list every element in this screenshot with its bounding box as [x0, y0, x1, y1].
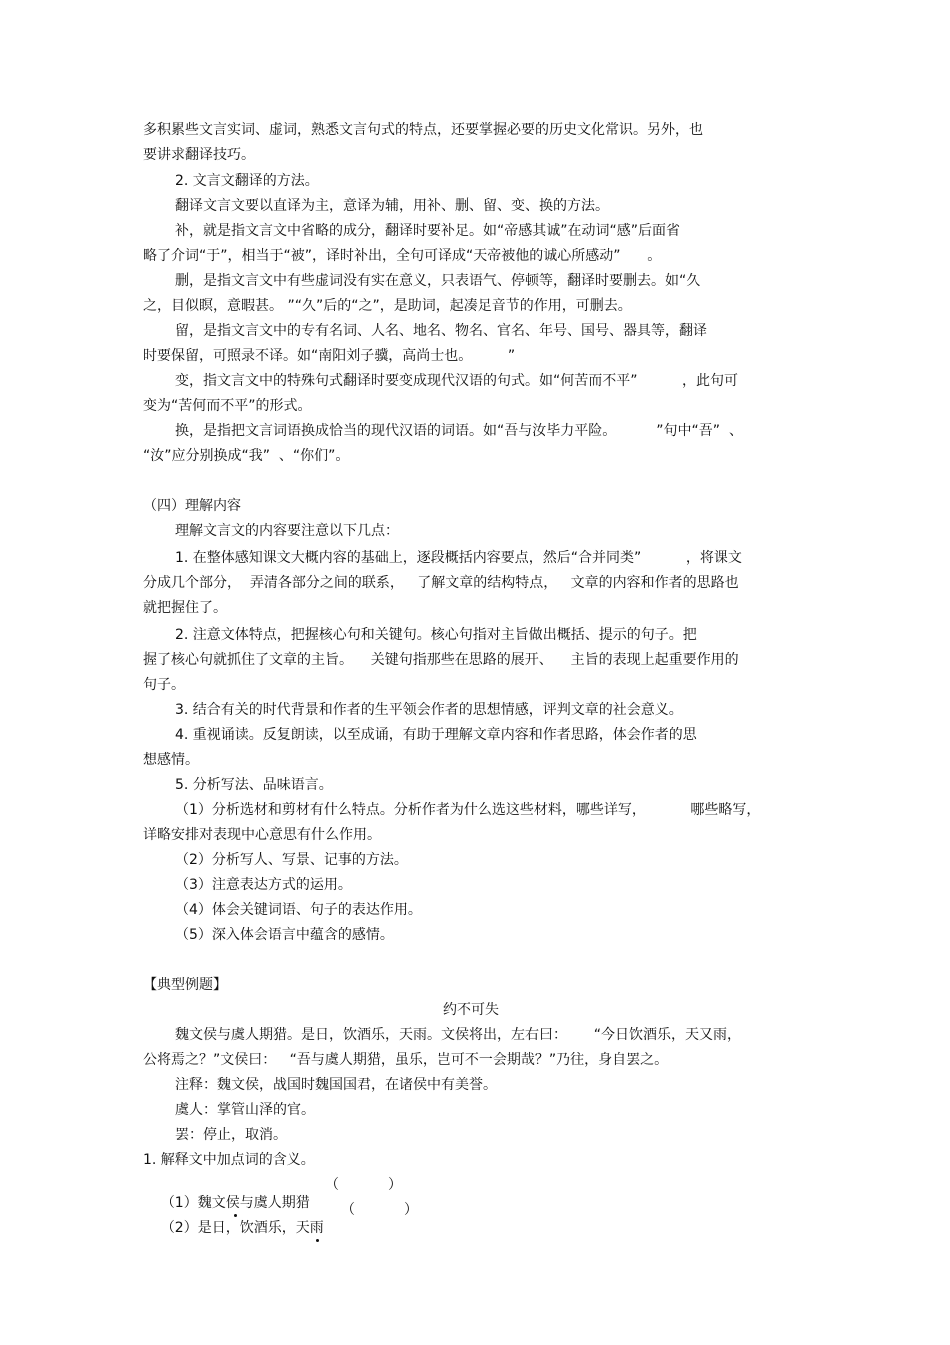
paragraph-line: 补，就是指文言文中省略的成分，翻译时要补足。如“帝感其诚”在动词“感”后面省 [175, 223, 681, 239]
paragraph-line: （3）注意表达方式的运用。 [175, 877, 352, 893]
paragraph-line: （5）深入体会语言中蕴含的感情。 [175, 927, 394, 943]
paragraph-line: 留，是指文言文中的专有名词、人名、地名、物名、官名、年号、国号、器具等，翻译 [175, 323, 707, 339]
paragraph-line: 换，是指把文言词语换成恰当的现代汉语的词语。如“吾与汝毕力平险。 ”句中“吾” 、 [175, 423, 743, 439]
dotted-word: （1）魏文侯与虞人期猎 [160, 1195, 310, 1211]
paragraph-line: 变，指文言文中的特殊句式翻译时要变成现代汉语的句式。如“何苦而不平” ，此句可 [175, 373, 739, 389]
question-item [143, 1176, 310, 1211]
section-heading: 【典型例题】 [143, 977, 227, 993]
passage-line: 公将焉之？”文侯曰： “吾与虞人期猎，虽乐，岂可不一会期哉？”乃往，身自罢之。 [143, 1052, 669, 1068]
paragraph-line: 略了介词“于”，相当于“被”，译时补出，全句可译成“天帝被他的诚心所感动” 。 [143, 248, 662, 264]
answer-blank: （ ） [341, 1202, 418, 1218]
paragraph-line: （1）分析选材和剪材有什么特点。分析作者为什么选这些材料，哪些详写， 哪些略写， [175, 802, 761, 818]
paragraph-line: “汝”应分别换成“我” 、“你们”。 [143, 448, 350, 464]
paragraph-line: 理解文言文的内容要注意以下几点： [175, 523, 399, 539]
paragraph-line: （4）体会关键词语、句子的表达作用。 [175, 902, 422, 918]
paragraph-line: 5. 分析写法、品味语言。 [175, 777, 333, 793]
paragraph-line: 3. 结合有关的时代背景和作者的生平领会作者的思想情感，评判文章的社会意义。 [175, 702, 683, 718]
annotation-line: 虞人：掌管山泽的官。 [175, 1102, 315, 1118]
answer-blank: （ ） [325, 1177, 402, 1193]
paragraph-line: 删，是指文言文中有些虚词没有实在意义，只表语气、停顿等，翻译时要删去。如“久 [175, 273, 701, 289]
question-text: （2）是日，饮酒乐，天 [160, 1220, 310, 1236]
paragraph-line: 详略安排对表现中心意思有什么作用。 [143, 827, 381, 843]
paragraph-line: 要讲求翻译技巧。 [143, 147, 255, 163]
dotted-word: 雨 [309, 1220, 324, 1236]
paragraph-line: 时要保留，可照录不译。如“南阳刘子骥，高尚士也。 ” [143, 348, 516, 364]
paragraph-line: 4. 重视诵读。反复朗读，以至成诵，有助于理解文章内容和作者思路，体会作者的思 [175, 727, 697, 743]
paragraph-line: 就把握住了。 [143, 600, 227, 616]
section-heading: 2. 文言文翻译的方法。 [175, 173, 319, 189]
paragraph-line: 想感情。 [143, 752, 199, 768]
paragraph-line: 翻译文言文要以直译为主，意译为辅，用补、删、留、变、换的方法。 [175, 198, 609, 214]
passage-line: 魏文侯与虞人期猎。是日，饮酒乐，天雨。文侯将出，左右曰： “今日饮酒乐，天又雨， [175, 1027, 741, 1043]
paragraph-line: 握了核心句就抓住了文章的主旨。 关键句指那些在思路的展开、 主旨的表现上起重要作用的 [143, 652, 739, 668]
paragraph-line: 句子。 [143, 677, 185, 693]
passage-title: 约不可失 [443, 1002, 499, 1018]
paragraph-line: 分成几个部分， 弄清各部分之间的联系， 了解文章的结构特点， 文章的内容和作者的思路也 [143, 575, 739, 591]
paragraph-line: 1. 在整体感知课文大概内容的基础上，逐段概括内容要点，然后“合并同类” ，将课文 [175, 550, 742, 566]
question-item [143, 1201, 324, 1236]
paragraph-line: 2. 注意文体特点，把握核心句和关键句。核心句指对主旨做出概括、提示的句子。把 [175, 627, 697, 643]
paragraph-line: （2）分析写人、写景、记事的方法。 [175, 852, 408, 868]
paragraph-line: 变为“苦何而不平”的形式。 [143, 398, 312, 414]
question-line: 1. 解释文中加点词的含义。 [143, 1152, 315, 1168]
section-heading: （四）理解内容 [143, 498, 241, 514]
annotation-line: 罢：停止，取消。 [175, 1127, 287, 1143]
paragraph-line: 之，目似瞑，意暇甚。 ”“久”后的“之”，是助词，起凑足音节的作用，可删去。 [143, 298, 632, 314]
annotation-line: 注释：魏文侯，战国时魏国国君，在诸侯中有美誉。 [175, 1077, 497, 1093]
paragraph-line: 多积累些文言实词、虚词，熟悉文言句式的特点，还要掌握必要的历史文化常识。另外，也 [143, 122, 703, 138]
